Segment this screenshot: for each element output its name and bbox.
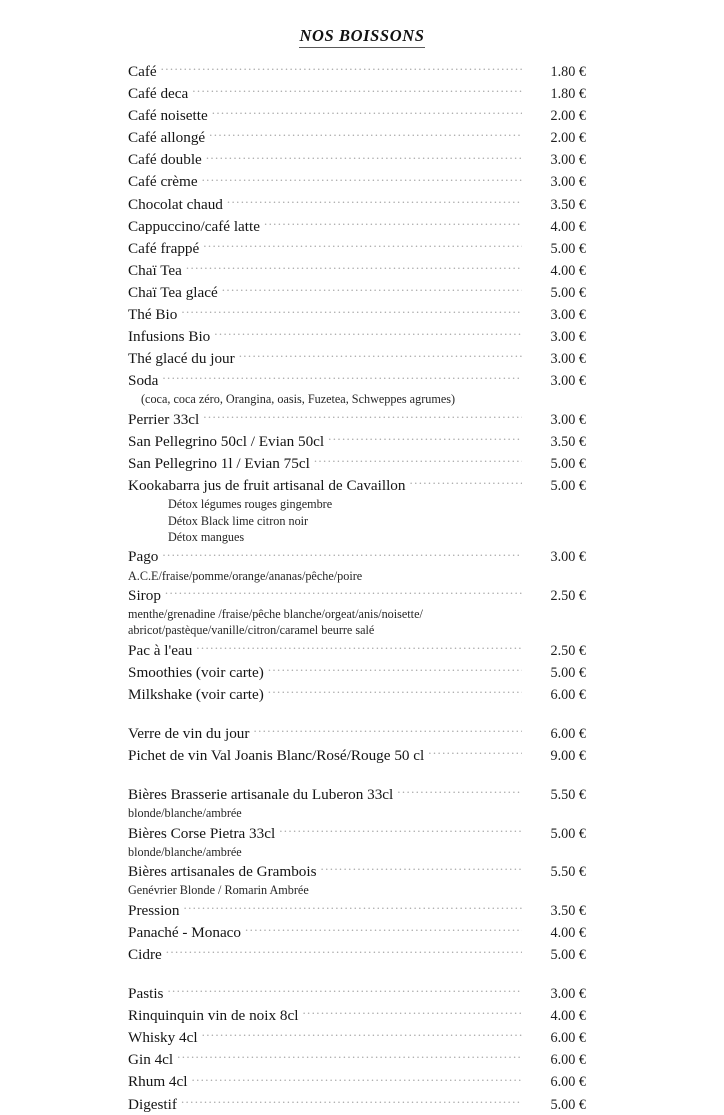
menu-item-row	[128, 943, 586, 965]
menu-item-row	[128, 584, 586, 606]
dot-leader	[191, 1070, 522, 1086]
menu-item-row	[128, 170, 586, 192]
menu-item-price: 3.50 €	[550, 433, 586, 450]
menu-item-row	[128, 783, 586, 805]
menu-item-name: Digestif	[128, 1095, 177, 1113]
menu-item-price: 5.50 €	[550, 864, 586, 881]
dot-leader	[162, 369, 522, 385]
dot-leader	[212, 104, 522, 120]
dot-leader	[321, 860, 522, 876]
menu-item-row	[128, 325, 586, 347]
dot-leader	[328, 430, 522, 446]
menu-item-price: 1.80 €	[550, 86, 586, 103]
dot-leader	[302, 1004, 522, 1020]
menu-item-name: Smoothies (voir carte)	[128, 663, 264, 681]
dot-leader	[192, 82, 522, 98]
menu-item-description: Genévrier Blonde / Romarin Ambrée	[128, 883, 309, 898]
dot-leader	[181, 1093, 522, 1109]
dot-leader	[428, 744, 522, 760]
section-spacer	[128, 705, 586, 722]
dot-leader	[161, 60, 522, 76]
menu-item-name: Café crème	[128, 173, 198, 191]
menu-item-price: 3.00 €	[550, 373, 586, 390]
dot-leader	[397, 783, 522, 799]
menu-item-name: Rinquinquin vin de noix 8cl	[128, 1007, 299, 1025]
menu-item-price: 3.50 €	[550, 196, 586, 213]
menu-item-row	[128, 982, 586, 1004]
menu-item-name: Pastis	[128, 985, 164, 1003]
menu-item-name: Café deca	[128, 85, 189, 103]
menu-item-price: 2.00 €	[550, 130, 586, 147]
menu-item-price: 9.00 €	[550, 748, 586, 765]
menu-item-price: 6.00 €	[550, 1052, 586, 1069]
menu-item-name: Bières Corse Pietra 33cl	[128, 824, 276, 842]
menu-item-row	[128, 303, 586, 325]
dot-leader	[268, 683, 522, 699]
menu-item-description: Détox mangues	[168, 530, 245, 544]
menu-item-row	[128, 474, 586, 496]
menu-item-price: 6.00 €	[550, 1030, 586, 1047]
menu-item-price: 2.50 €	[550, 587, 586, 604]
menu-item-name: Chocolat chaud	[128, 195, 223, 213]
menu-list	[128, 60, 586, 1115]
menu-item-row	[128, 921, 586, 943]
menu-item-price: 6.00 €	[550, 687, 586, 703]
menu-item-row	[128, 215, 586, 237]
menu-item-row	[128, 237, 586, 259]
menu-item-name: San Pellegrino 1l / Evian 75cl	[128, 455, 310, 472]
menu-item-price: 3.50 €	[550, 902, 586, 919]
menu-item-name: Milkshake (voir carte)	[128, 686, 264, 703]
menu-item-name: Whisky 4cl	[128, 1029, 198, 1047]
menu-item-description: blonde/blanche/ambrée	[128, 806, 242, 821]
menu-item-name: Pichet de vin Val Joanis Blanc/Rosé/Rouge 50 cl	[128, 747, 425, 765]
menu-item-price: 3.00 €	[550, 152, 586, 169]
menu-item-name: Bières artisanales de Grambois	[128, 863, 317, 881]
menu-item-price: 3.00 €	[550, 329, 586, 346]
menu-item-row	[128, 369, 586, 391]
dot-leader	[203, 237, 522, 253]
dot-leader	[203, 408, 522, 424]
dot-leader	[239, 347, 522, 363]
menu-item-name: Kookabarra jus de fruit artisanal de Cavaillon	[128, 477, 406, 495]
menu-item-name: Thé glacé du jour	[128, 350, 235, 368]
dot-leader	[202, 1026, 522, 1042]
menu-section-wine	[128, 722, 586, 766]
menu-item-price: 3.00 €	[550, 351, 586, 368]
menu-item-name: Cappuccino/café latte	[128, 217, 260, 235]
dot-leader	[314, 452, 522, 468]
dot-leader	[264, 215, 522, 231]
menu-item-price: 3.00 €	[550, 307, 586, 324]
menu-section-spirits	[128, 982, 586, 1115]
menu-item-name: Gin 4cl	[128, 1051, 174, 1069]
menu-item-price: 4.00 €	[550, 1008, 586, 1025]
menu-item-name: Soda	[128, 372, 159, 390]
menu-item-description: Détox légumes rouges gingembre	[168, 497, 333, 512]
menu-item-row	[128, 1026, 586, 1048]
dot-leader	[279, 822, 522, 838]
menu-item-name: San Pellegrino 50cl / Evian 50cl	[128, 432, 325, 450]
menu-item-row	[128, 60, 586, 82]
menu-item-price: 3.00 €	[550, 411, 586, 428]
menu-item-row	[128, 860, 586, 882]
dot-leader	[162, 545, 522, 561]
dot-leader	[209, 126, 522, 142]
menu-item-description: abricot/pastèque/vanille/citron/caramel beurre salé	[128, 623, 375, 638]
dot-leader	[183, 899, 522, 915]
menu-item-description: blonde/blanche/ambrée	[128, 844, 242, 859]
menu-section-hot-and-soft-drinks	[128, 60, 586, 705]
menu-item-row	[128, 822, 586, 844]
menu-item-name: Cidre	[128, 945, 162, 963]
menu-item-name: Thé Bio	[128, 306, 178, 324]
dot-leader	[410, 474, 523, 490]
menu-item-price: 6.00 €	[550, 726, 586, 743]
menu-item-row	[128, 744, 586, 766]
menu-item-price: 4.00 €	[550, 262, 586, 279]
menu-item-price: 5.00 €	[550, 946, 586, 963]
menu-item-price: 5.00 €	[550, 1096, 586, 1113]
menu-item-description: Détox Black lime citron noir	[168, 513, 309, 528]
section-spacer	[128, 766, 586, 783]
dot-leader	[227, 193, 522, 209]
menu-item-name: Panaché - Monaco	[128, 923, 242, 941]
menu-item-name: Perrier 33cl	[128, 410, 200, 428]
menu-item-price: 5.00 €	[550, 825, 586, 842]
menu-item-description: A.C.E/fraise/pomme/orange/ananas/pêche/poire	[128, 568, 363, 583]
menu-item-name: Chaï Tea glacé	[128, 283, 218, 301]
menu-section-beer	[128, 783, 586, 965]
menu-item-row	[128, 126, 586, 148]
menu-item-row	[128, 683, 586, 705]
dot-leader	[196, 639, 522, 655]
menu-item-row	[128, 639, 586, 661]
menu-item-row	[128, 899, 586, 921]
menu-item-price: 5.00 €	[550, 456, 586, 472]
menu-item-name: Chaï Tea	[128, 261, 182, 279]
menu-item-row	[128, 1093, 586, 1115]
menu-item-row	[128, 452, 586, 474]
menu-item-price: 3.00 €	[550, 549, 586, 566]
dot-leader	[253, 722, 522, 738]
menu-item-name: Pac à l'eau	[128, 641, 193, 659]
menu-item-row	[128, 347, 586, 369]
menu-item-price: 5.00 €	[550, 240, 586, 257]
dot-leader	[181, 303, 522, 319]
menu-item-row	[128, 104, 586, 126]
menu-item-row	[128, 430, 586, 452]
dot-leader	[165, 584, 522, 600]
menu-item-row	[128, 1070, 586, 1092]
menu-item-price: 4.00 €	[550, 924, 586, 941]
menu-item-description: (coca, coca zéro, Orangina, oasis, Fuzetea, Schweppes agrumes)	[141, 392, 456, 407]
dot-leader	[245, 921, 522, 937]
menu-item-price: 1.80 €	[550, 64, 586, 80]
dot-leader	[268, 661, 522, 677]
menu-item-price: 2.00 €	[550, 108, 586, 125]
dot-leader	[222, 281, 522, 297]
page-title: NOS BOISSONS	[299, 26, 424, 48]
menu-item-price: 3.00 €	[550, 174, 586, 191]
menu-item-price: 5.00 €	[550, 478, 586, 495]
menu-item-name: Café frappé	[128, 239, 200, 257]
dot-leader	[202, 170, 522, 186]
page-title-container	[0, 0, 724, 60]
dot-leader	[214, 325, 522, 341]
menu-item-name: Sirop	[128, 586, 161, 604]
menu-item-row	[128, 1004, 586, 1026]
menu-item-row	[128, 281, 586, 303]
menu-item-price: 5.00 €	[550, 284, 586, 301]
menu-item-name: Pago	[128, 548, 159, 566]
menu-item-price: 4.00 €	[550, 218, 586, 235]
menu-item-row	[128, 661, 586, 683]
menu-item-row	[128, 193, 586, 215]
menu-item-description: menthe/grenadine /fraise/pêche blanche/orgeat/anis/noisette/	[128, 607, 423, 621]
menu-item-row	[128, 408, 586, 430]
menu-item-price: 5.50 €	[550, 787, 586, 804]
menu-item-name: Rhum 4cl	[128, 1073, 188, 1091]
dot-leader	[177, 1048, 522, 1064]
menu-item-name: Café allongé	[128, 129, 206, 147]
menu-item-name: Café double	[128, 151, 202, 169]
section-spacer	[128, 965, 586, 982]
menu-item-row	[128, 1048, 586, 1070]
dot-leader	[167, 982, 522, 998]
dot-leader	[166, 943, 522, 959]
menu-item-price: 6.00 €	[550, 1074, 586, 1091]
menu-item-name: Café noisette	[128, 107, 208, 125]
menu-item-row	[128, 259, 586, 281]
menu-item-name: Bières Brasserie artisanale du Luberon 33cl	[128, 786, 394, 804]
dot-leader	[206, 148, 522, 164]
dot-leader	[186, 259, 522, 275]
menu-item-name: Verre de vin du jour	[128, 725, 250, 743]
menu-item-row	[128, 82, 586, 104]
menu-item-price: 2.50 €	[550, 642, 586, 659]
menu-item-name: Infusions Bio	[128, 328, 211, 346]
menu-item-price: 5.00 €	[550, 664, 586, 681]
menu-item-name: Pression	[128, 901, 180, 919]
menu-item-row	[128, 722, 586, 744]
menu-item-price: 3.00 €	[550, 986, 586, 1003]
menu-item-row	[128, 545, 586, 567]
menu-item-row	[128, 148, 586, 170]
menu-item-name: Café	[128, 63, 157, 80]
